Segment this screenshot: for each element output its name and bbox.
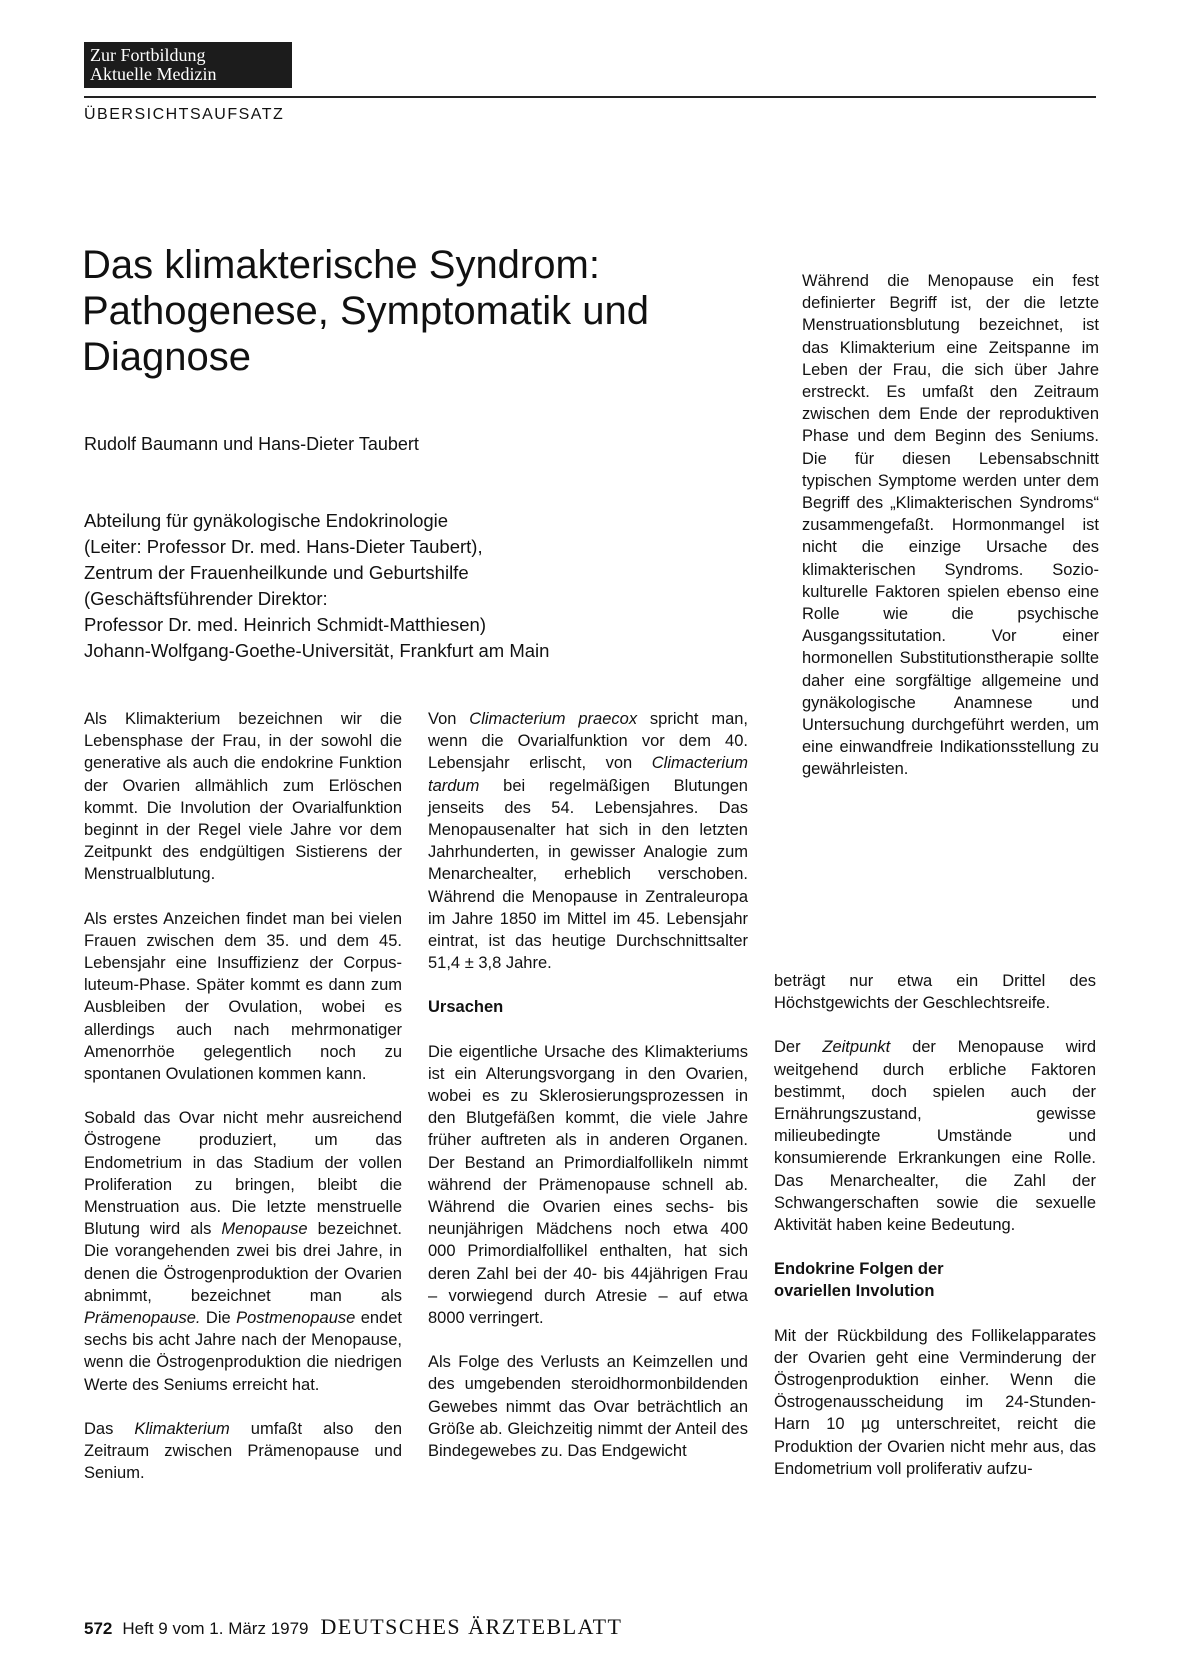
paragraph: Als Klimakterium bezeichnen wir die Lebensphase der Frau, in der sowohl die generative als auch die endokrine Funktion der Ovarien allmählich zum Erlöschen kommt. Die Involution der Ovarialfunktion beginnt in der Regel viele Jahre vor dem Zeitpunkt des endgültigen Sistierens der Menstrualblutung. [84,710,402,884]
paragraph: Als erstes Anzeichen findet man bei vielen Frauen zwischen dem 35. und dem 45. Lebensjahr eine Insuffizienz der Corpus-luteum-Phase. Später kommt es dann zum Ausbleiben der Ovulation, wobei es allerdings auch nach mehrmonatiger Amenorrhöe gelegentlich noch zu spontanen Ovulationen kommen kann. [84,909,402,1084]
article-authors: Rudolf Baumann und Hans-Dieter Taubert [84,434,419,454]
text-run: der Menopause wird weitgehend durch erbliche Faktoren bestimmt, doch spielen auch der Ernährungszustand, gewisse milieubedingte Umstände und konsumierende Erkrankungen eine Rolle. Das Menarchealter, die Zahl der Schwangerschaften sowie die sexuelle Aktivität haben keine Bedeutung. [774,1038,1096,1235]
text-run: Sobald das Ovar nicht mehr ausreichend Östrogene produziert, um das Endometrium in das Stadium der vollen Proliferation zu bringen, bleibt die Menstruation aus. Die letzte menstruelle Blutung wird als [84,1109,402,1239]
paragraph [774,1036,1096,1236]
text-run: Das [84,1419,135,1438]
text-run: bezeichnet. Die vorangehenden zwei bis drei Jahre, in denen die Östrogenproduktion der Ovarien abnimmt, bezeichnet man als [84,1220,403,1305]
paragraph: Als Folge des Verlusts an Keimzellen und des umgebenden steroidhormonbildenden Gewebes nimmt das Ovar beträchtlich an Größe ab. Gleichzeitig nimmt der Anteil des Bindegewebes zu. Das Endgewicht [428,1353,748,1461]
affiliation-line: (Leiter: Professor Dr. med. Hans-Dieter Taubert), [84,536,483,557]
term-praemenopause: Prämenopause. [84,1309,201,1328]
paragraph [84,1107,402,1396]
text-run: Der [774,1038,823,1057]
text-run: Von [428,710,470,728]
paragraph [84,1418,402,1485]
term-klimakterium: Klimakterium [134,1419,230,1438]
banner-line-1: Zur Fortbildung [90,45,206,65]
text-run: bei regelmäßigen Blutungen jenseits des 54. Lebensjahres. Das Menopausenalter hat sich in den letzten Jahrhunderten, in gewisser Analogie zum Menarchealter, erheblich verschoben. Während die Menopause in Zentraleuropa im Jahre 1850 im Mittel im 45. Lebensjahr eintrat, ist das heutige Durchschnittsalter 51,4 ± 3,8 Jahre. [428,776,748,973]
term-menopause: Menopause [221,1220,308,1239]
paragraph: Mit der Rückbildung des Follikelapparates der Ovarien geht eine Verminderung der Östrogenproduktion einher. Wenn die Östrogenausscheidung im 24-Stunden-Harn 10 µg unterschreitet, reicht die Produktion der Ovarien nicht mehr aus, das Endometrium voll proliferativ aufzu- [774,1326,1096,1478]
heading-line: ovariellen Involution [774,1282,935,1301]
affiliation [84,508,549,664]
affiliation-line: Zentrum der Frauenheilkunde und Geburtshilfe [84,562,469,583]
banner-line-2: Aktuelle Medizin [90,64,217,84]
page-number: 572 [84,1619,113,1638]
text-run: spricht man, wenn die Ovarialfunktion vor dem 40. Lebensjahr erlischt, von [428,710,749,773]
term-climacterium-tardum: Climacterium tardum [428,754,748,795]
term-postmenopause: Postmenopause [236,1309,356,1328]
paragraph: Die eigentliche Ursache des Klimakteriums ist ein Alterungsvorgang in den Ovarien, wobei es zu Sklerosierungsprozessen in den Blutgefäßen kommt, die viele Jahre früher auftreten als in anderen Organen. Der Bestand an Primordialfollikeln nimmt während der Prämenopause schnell ab. Während die Ovarien eines sechs- bis neunjährigen Mädchens noch etwa 400 000 Primordialfollikel enthalten, hat sich deren Zahl bei der 40- bis 44jährigen Frau – vorwiegend durch Atresie – auf etwa 8000 verringert. [428,1042,748,1328]
column-1 [84,708,402,1485]
paragraph [428,708,748,974]
column-3-bottom [774,970,1096,1480]
affiliation-line: Professor Dr. med. Heinrich Schmidt-Matthiesen) [84,614,486,635]
text-run: Die [200,1309,237,1328]
article-type: ÜBERSICHTSAUFSATZ [84,106,285,123]
column-3-top [802,270,1099,781]
article-title: Das klimakterische Syndrom: Pathogenese, Symptomatik und Diagnose [82,243,650,379]
text-run: endet sechs bis acht Jahre nach der Menopause, wenn die Östrogenproduktion die niedrigen Werte des Seniums erreicht hat. [84,1309,402,1394]
page-footer [84,1614,622,1640]
journal-name: DEUTSCHES ÄRZTEBLATT [320,1614,623,1639]
paragraph: Während die Menopause ein fest definierter Begriff ist, der die letzte Menstruationsblutung bezeichnet, ist das Klimakterium eine Zeitspanne im Leben der Frau, die sich über Jahre erstreckt. Es umfaßt den Zeitraum zwischen dem Ende der reproduktiven Phase und dem Beginn des Seniums. Die für diesen Lebensabschnitt typischen Symptome werden unter dem Begriff des „Klimakterischen Syndroms“ zusammengefaßt. Hormonmangel ist nicht die einzige Ursache des klimakterischen Syndroms. Sozio-kulturelle Faktoren spielen ebenso eine Rolle wie die psychische Ausgangssitutation. Vor einer hormonellen Substitutionstherapie sollte daher eine sorgfältige allgemeine und gynäkologische Anamnese und Untersuchung durchgeführt werden, um eine einwandfreie Indikationsstellung zu gewährleisten. [802,272,1099,779]
issue-info: Heft 9 vom 1. März 1979 [122,1619,309,1638]
term-climacterium-praecox: Climacterium praecox [469,710,638,728]
section-banner [84,42,292,88]
term-zeitpunkt: Zeitpunkt [822,1038,891,1057]
section-heading-endokrine-folgen [774,1258,1096,1302]
text-run: umfaßt also den Zeitraum zwischen Prämenopause und Senium. [84,1419,402,1483]
affiliation-line: Johann-Wolfgang-Goethe-Universität, Frankfurt am Main [84,640,550,661]
affiliation-line: Abteilung für gynäkologische Endokrinologie [84,510,449,531]
section-heading-ursachen: Ursachen [428,998,504,1017]
affiliation-line: (Geschäftsführender Direktor: [84,588,328,609]
paragraph: beträgt nur etwa ein Drittel des Höchstgewichts der Geschlechtsreife. [774,972,1096,1013]
heading-line: Endokrine Folgen der [774,1260,944,1279]
header-rule [84,96,1096,98]
column-2 [428,708,748,1462]
